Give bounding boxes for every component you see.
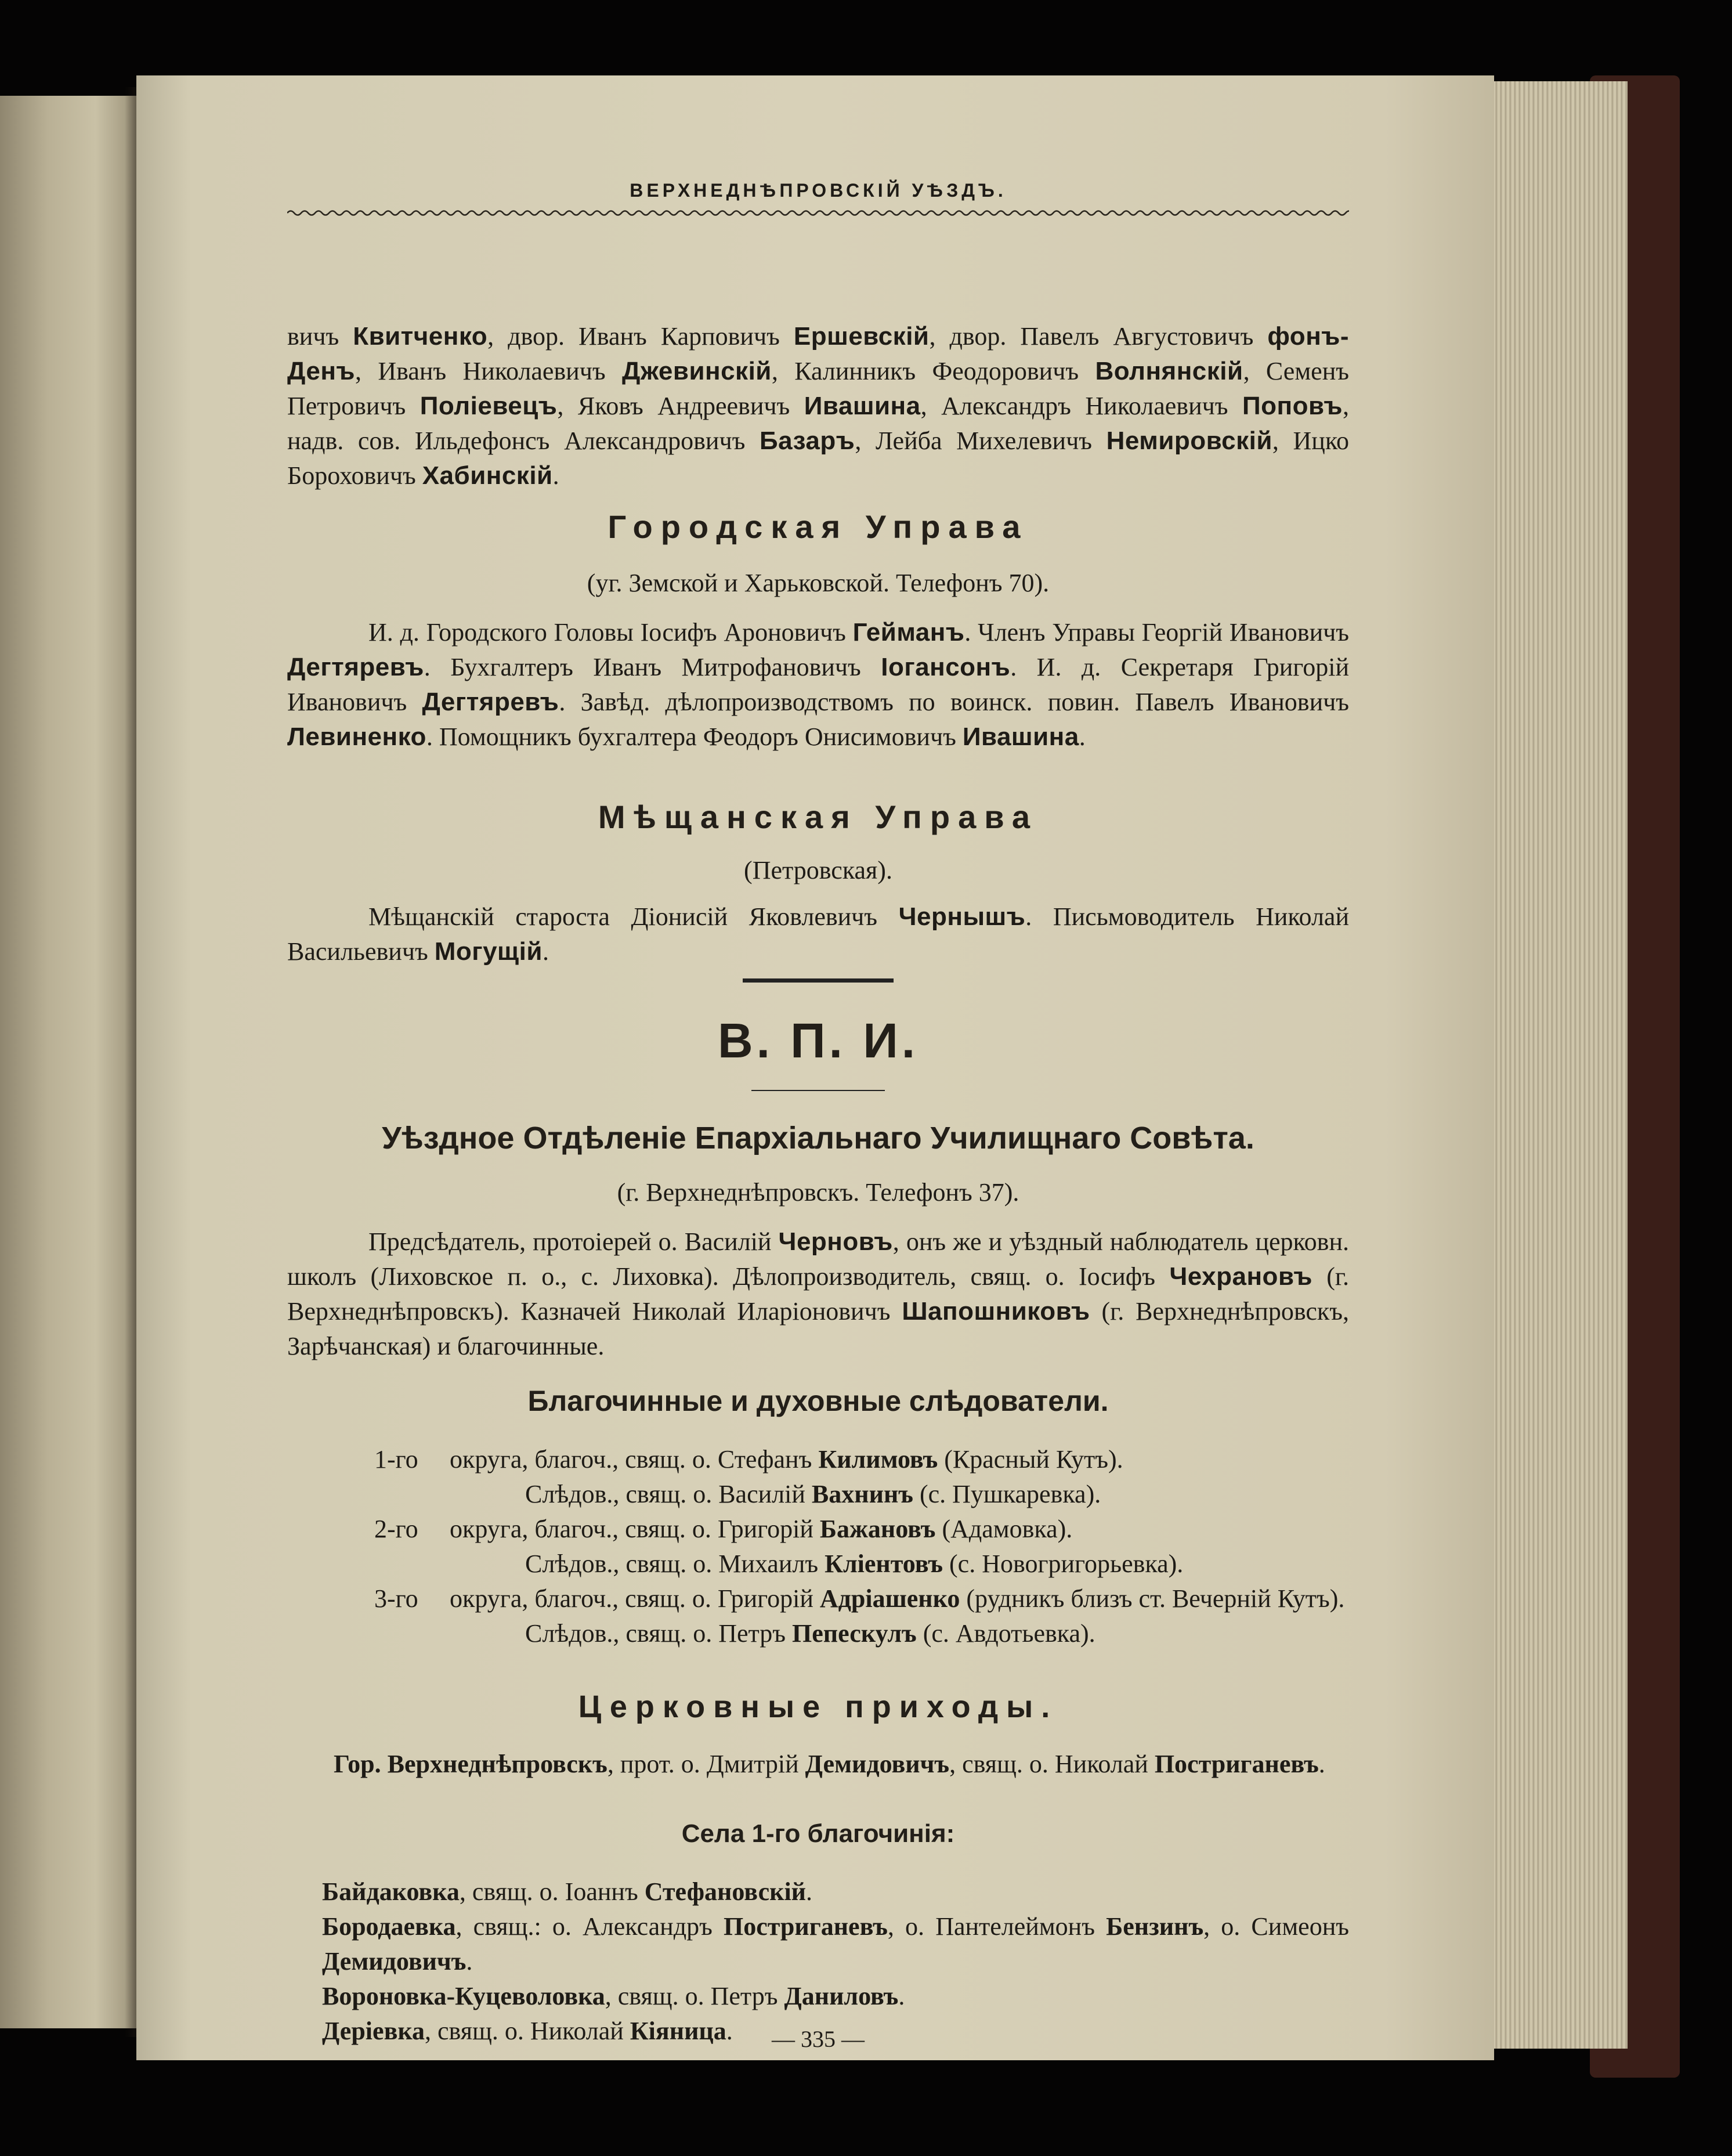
- list-item: Байдаковка, свящ. о. Іоаннъ Стефановскій.: [322, 1877, 813, 1906]
- bold-name: Черновъ: [778, 1227, 893, 1256]
- gorodskaya-address: (уг. Земской и Харьковской. Телефонъ 70).: [587, 569, 1050, 597]
- district-number: 2-го: [374, 1515, 418, 1543]
- wavy-rule: [287, 208, 1349, 218]
- prihody-title: Церковные приходы.: [578, 1689, 1058, 1724]
- bold-name: Ершевскій: [793, 322, 930, 351]
- district-investigator: Слѣдов., свящ. о. Василій Вахнинъ (с. Пушкаревка).: [525, 1480, 1101, 1508]
- bold-name: Пепескулъ: [792, 1619, 917, 1648]
- bold-name: Бородаевка: [322, 1912, 456, 1941]
- vpi-underline: [751, 1090, 885, 1091]
- city-parish: Гор. Верхнеднѣпровскъ, прот. о. Дмитрій Демидовичъ, свящ. о. Николай Постриганевъ.: [334, 1750, 1325, 1778]
- bold-name: фонъ-Денъ: [287, 322, 1349, 385]
- section-divider: [743, 978, 894, 983]
- district-dean: округа, благоч., свящ. о. Григорій Адріашенко (рудникъ близъ ст. Вечерній Кутъ).: [450, 1584, 1345, 1613]
- bold-name: Чернышъ: [898, 902, 1026, 931]
- village-list: [322, 1875, 1349, 2049]
- bold-name: Немировскій: [1106, 427, 1272, 455]
- vpi-heading: В. П. И.: [717, 1013, 919, 1068]
- otdelenie-body: Предсѣдатель, протоіерей о. Василій Черновъ, онъ же и уѣздный наблюдатель церковн. школъ (Лиховское п. о., с. Лиховка). Дѣлопроизводитель, свящ. о. Іосифъ Чехрановъ (г. Верхнеднѣпровскъ). Казначей Николай Иларіоновичъ Шапошниковъ (г. Верхнеднѣпровскъ, Зарѣчанская) и благочинные.: [287, 1227, 1350, 1360]
- bold-name: Демидовичъ: [805, 1750, 950, 1778]
- bold-name: Бажановъ: [819, 1515, 936, 1543]
- bold-name: Іогансонъ: [881, 653, 1011, 681]
- bold-name: Шапошниковъ: [902, 1297, 1090, 1326]
- list-item: Деріевка, свящ. о. Николай Кіяница.: [322, 2017, 733, 2045]
- left-page: [0, 96, 136, 2028]
- bold-name: Базаръ: [760, 427, 855, 455]
- list-item: [374, 1442, 1349, 1512]
- bold-name: Ивашина: [804, 392, 921, 420]
- blagochinnye-title: Благочинные и духовные слѣдователи.: [527, 1385, 1109, 1417]
- meshchanskaya-title: Мѣщанская Управа: [598, 799, 1039, 835]
- bold-name: Адріашенко: [819, 1584, 960, 1613]
- bold-name: Поліевецъ: [420, 392, 558, 420]
- bold-name: Дегтяревъ: [287, 653, 424, 681]
- bold-name: Дегтяревъ: [422, 688, 559, 716]
- bold-name: Деріевка: [322, 2017, 425, 2045]
- bold-name: Волнянскій: [1095, 357, 1243, 385]
- meshchanskaya-address: (Петровская).: [744, 856, 892, 884]
- page-edges: [1488, 81, 1628, 2049]
- gorodskaya-title: Городская Управа: [608, 508, 1029, 545]
- bold-name: Гор. Верхнеднѣпровскъ: [334, 1750, 608, 1778]
- bold-name: Вороновка-Куцеволовка: [322, 1982, 605, 2010]
- bold-name: Ивашина: [962, 723, 1079, 751]
- list-item: Вороновка-Куцеволовка, свящ. о. Петръ Даниловъ.: [322, 1982, 905, 2010]
- running-head: ВЕРХНЕДНѢПРОВСКІЙ УѢЗДЪ.: [630, 180, 1007, 201]
- district-investigator: Слѣдов., свящ. о. Петръ Пепескулъ (с. Авдотьевка).: [525, 1619, 1095, 1648]
- bold-name: Поповъ: [1242, 392, 1343, 420]
- list-item: [374, 1512, 1349, 1581]
- page-number: — 335 —: [772, 2026, 865, 2052]
- meshchanskaya-body: Мѣщанскій староста Діонисій Яковлевичъ Чернышъ. Письмоводитель Николай Васильевичъ Могущій.: [287, 902, 1349, 966]
- list-item: [374, 1581, 1349, 1651]
- bold-name: Кіяница: [630, 2017, 726, 2045]
- intro-paragraph: вичъ Квитченко, двор. Иванъ Карповичъ Ершевскій, двор. Павелъ Августовичъ фонъ-Денъ, Иванъ Николаевичъ Джевинскій, Калинникъ Феодоровичъ Волнянскій, Семенъ Петровичъ Поліевецъ, Яковъ Андреевичъ Ивашина, Александръ Николаевичъ Поповъ, надв. сов. Ильдефонсъ Александровичъ Базаръ, Лейба Михелевичъ Немировскій, Ицко Бороховичъ Хабинскій.: [287, 322, 1349, 490]
- otdelenie-title: Уѣздное Отдѣленіе Епархіальнаго Училищнаго Совѣта.: [382, 1121, 1254, 1155]
- district-dean: округа, благоч., свящ. о. Стефанъ Килимовъ (Красный Кутъ).: [450, 1445, 1123, 1474]
- bold-name: Стефановскій: [644, 1877, 807, 1906]
- prihody-subheading: Села 1-го благочинія:: [681, 1819, 955, 1848]
- bold-name: Джевинскій: [621, 357, 772, 385]
- bold-name: Могущій: [434, 937, 543, 966]
- bold-name: Постриганевъ: [724, 1912, 888, 1941]
- bold-name: Квитченко: [353, 322, 488, 351]
- bold-name: Левиненко: [287, 723, 426, 751]
- bold-name: Байдаковка: [322, 1877, 460, 1906]
- district-number: 1-го: [374, 1445, 418, 1474]
- list-item: Бородаевка, свящ.: о. Александръ Постриганевъ, о. Пантелеймонъ Бензинъ, о. Симеонъ Демидовичъ.: [322, 1912, 1349, 1976]
- bold-name: Хабинскій: [422, 461, 553, 490]
- wavy-rule-line: [287, 211, 1349, 215]
- gorodskaya-body: И. д. Городского Головы Іосифъ Ароновичъ Гейманъ. Членъ Управы Георгій Ивановичъ Дегтяревъ. Бухгалтеръ Иванъ Митрофановичъ Іогансонъ. И. д. Секретаря Григорій Ивановичъ Дегтяревъ. Завѣд. дѣлопроизводствомъ по воинск. повин. Павелъ Ивановичъ Левиненко. Помощникъ бухгалтера Феодоръ Онисимовичъ Ивашина.: [287, 618, 1350, 751]
- bold-name: Бензинъ: [1106, 1912, 1204, 1941]
- bold-name: Чехрановъ: [1169, 1262, 1312, 1291]
- bold-name: Гейманъ: [852, 618, 965, 647]
- bold-name: Даниловъ: [784, 1982, 899, 2010]
- bold-name: Килимовъ: [818, 1445, 938, 1474]
- bold-name: Вахнинъ: [811, 1480, 913, 1508]
- right-page: [136, 75, 1494, 2060]
- bold-name: Демидовичъ: [322, 1947, 467, 1976]
- district-investigator: Слѣдов., свящ. о. Михаилъ Кліентовъ (с. Новогригорьевка).: [525, 1550, 1184, 1578]
- blagochinnye-list: [374, 1442, 1349, 1651]
- district-dean: округа, благоч., свящ. о. Григорій Бажановъ (Адамовка).: [450, 1515, 1073, 1543]
- otdelenie-address: (г. Верхнеднѣпровскъ. Телефонъ 37).: [617, 1178, 1019, 1207]
- district-number: 3-го: [374, 1584, 418, 1613]
- bold-name: Постриганевъ: [1154, 1750, 1319, 1778]
- bold-name: Кліентовъ: [825, 1550, 943, 1578]
